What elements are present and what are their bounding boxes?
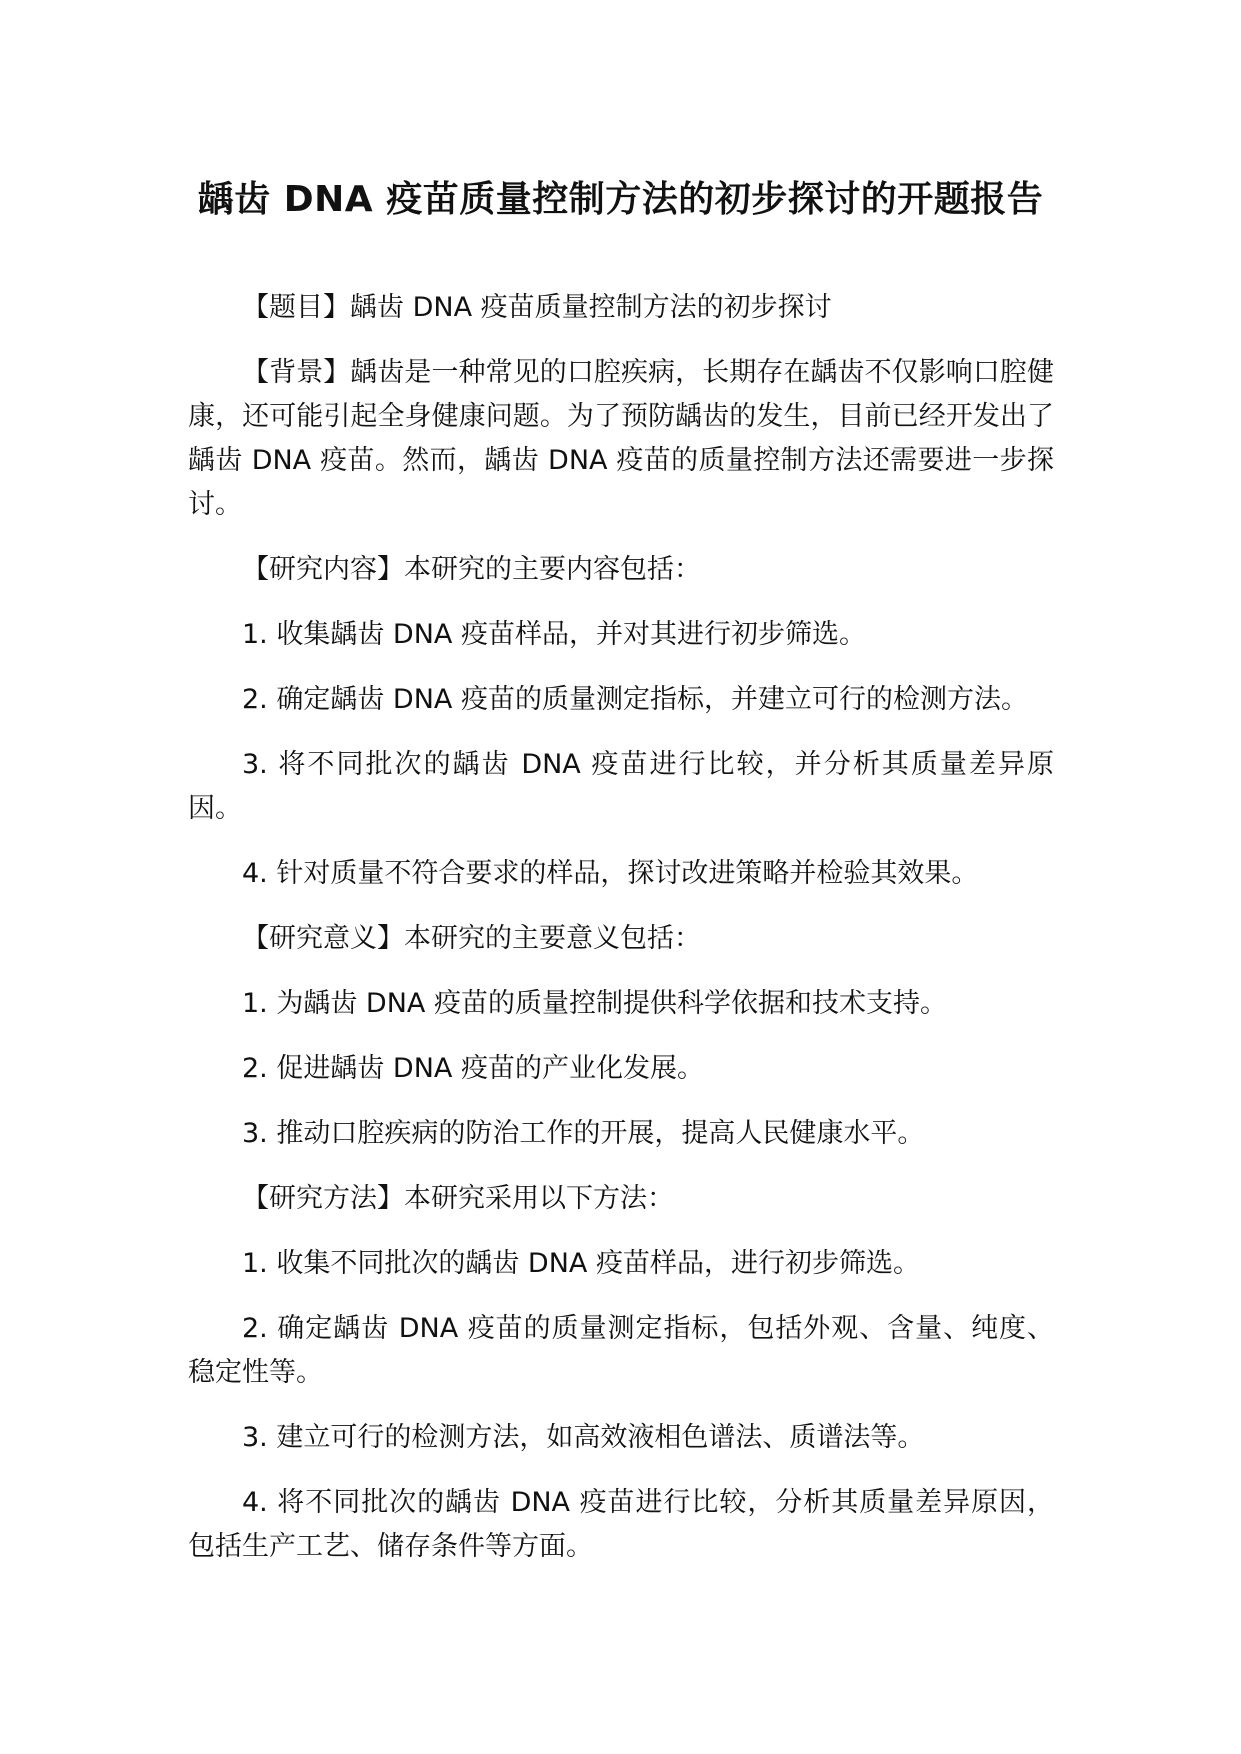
- list-item: 4. 针对质量不符合要求的样品，探讨改进策略并检验其效果。: [242, 858, 979, 889]
- list-item: 2. 促进龋齿 DNA 疫苗的产业化发展。: [242, 1053, 704, 1084]
- list-item: 4. 将不同批次的龋齿 DNA 疫苗进行比较，分析其质量差异原因，包括生产工艺、储存条件等方面。: [188, 1487, 1054, 1562]
- heading-research-significance: 【研究意义】本研究的主要意义包括：: [242, 923, 701, 954]
- heading-research-methods: 【研究方法】本研究采用以下方法：: [242, 1183, 674, 1214]
- list-item: 1. 收集龋齿 DNA 疫苗样品，并对其进行初步筛选。: [242, 619, 866, 650]
- list-item: 2. 确定龋齿 DNA 疫苗的质量测定指标，包括外观、含量、纯度、稳定性等。: [188, 1313, 1054, 1388]
- list-item: 3. 推动口腔疾病的防治工作的开展，提高人民健康水平。: [242, 1118, 925, 1149]
- heading-research-content: 【研究内容】本研究的主要内容包括：: [242, 554, 701, 585]
- list-item: 3. 将不同批次的龋齿 DNA 疫苗进行比较，并分析其质量差异原因。: [188, 749, 1054, 824]
- list-item: 1. 收集不同批次的龋齿 DNA 疫苗样品，进行初步筛选。: [242, 1248, 920, 1279]
- list-item: 1. 为龋齿 DNA 疫苗的质量控制提供科学依据和技术支持。: [242, 988, 947, 1019]
- document-title: 龋齿 DNA 疫苗质量控制方法的初步探讨的开题报告: [197, 179, 1044, 220]
- paragraph-topic: 【题目】龋齿 DNA 疫苗质量控制方法的初步探讨: [242, 292, 832, 323]
- paragraph-background: 【背景】龋齿是一种常见的口腔疾病，长期存在龋齿不仅影响口腔健康，还可能引起全身健康问题。为了预防龋齿的发生，目前已经开发出了龋齿 DNA 疫苗。然而，龋齿 DNA 疫苗的质量控制方法还需要进一步探讨。: [188, 357, 1054, 520]
- list-item: 2. 确定龋齿 DNA 疫苗的质量测定指标，并建立可行的检测方法。: [242, 684, 1028, 715]
- document-body: [188, 286, 1054, 1590]
- list-item: 3. 建立可行的检测方法，如高效液相色谱法、质谱法等。: [242, 1422, 925, 1453]
